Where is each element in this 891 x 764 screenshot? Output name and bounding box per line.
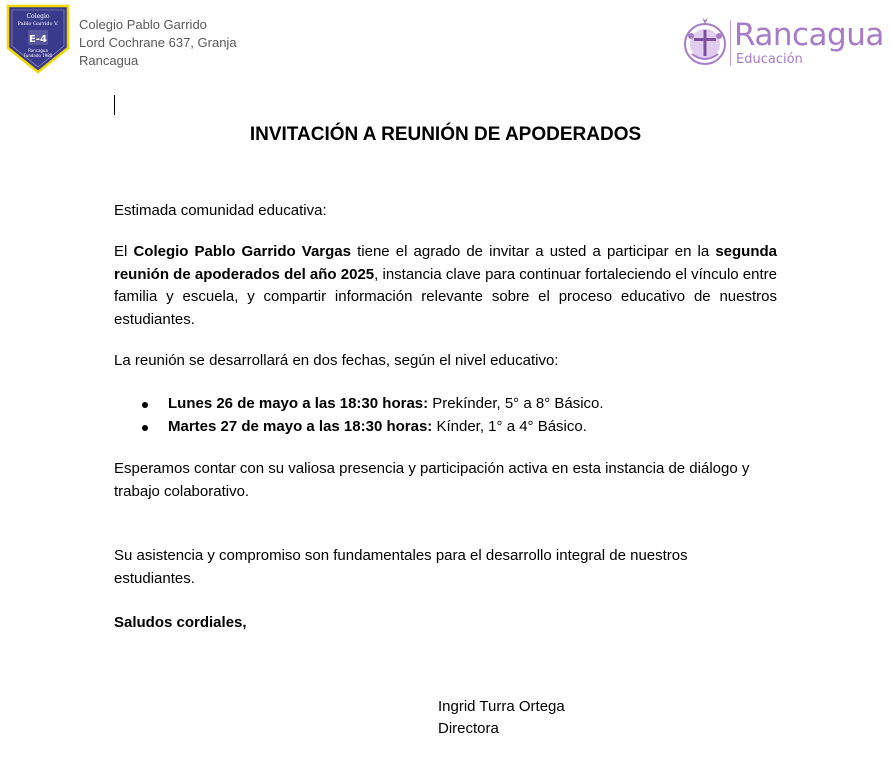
letterhead <box>0 0 891 80</box>
date-levels: Prekínder, 5° a 8° Básico. <box>428 395 604 412</box>
bullet-icon <box>142 402 148 408</box>
bullet-icon <box>142 425 148 431</box>
dates-list <box>114 393 777 438</box>
list-item <box>114 416 777 439</box>
brand-name: Rancagua <box>734 17 884 53</box>
municipal-seal-icon <box>682 14 728 70</box>
p1-intro: El <box>114 243 134 260</box>
crest-line3: Rancagua <box>28 48 48 53</box>
list-item <box>114 393 777 416</box>
rancagua-educacion-logo <box>682 14 882 72</box>
closing: Saludos cordiales, <box>114 614 247 631</box>
paragraph-dates-intro: La reunión se desarrollará en dos fechas, según el nivel educativo: <box>114 352 559 369</box>
date-label: Martes 27 de mayo a las 18:30 horas: <box>168 417 433 435</box>
crest-code: E-4 <box>29 34 47 45</box>
text-cursor <box>114 95 115 115</box>
brand-divider <box>730 20 731 66</box>
date-levels: Kínder, 1° a 4° Básico. <box>432 417 587 435</box>
date-label: Lunes 26 de mayo a las 18:30 horas: <box>168 395 429 412</box>
signer-name: Ingrid Turra Ortega <box>438 698 565 715</box>
school-crest-logo <box>6 4 70 74</box>
document-title: INVITACIÓN A REUNIÓN DE APODERADOS <box>249 124 642 145</box>
school-city: Rancagua <box>79 53 139 68</box>
crest-line2: Pablo Garrido V. <box>17 21 59 27</box>
paragraph-invitation <box>114 241 777 331</box>
school-name: Colegio Pablo Garrido <box>79 17 207 32</box>
p1-school-name: Colegio Pablo Garrido Vargas <box>133 243 351 260</box>
brand-subtitle: Educación <box>736 52 803 67</box>
crest-line1: Colegio <box>26 13 50 20</box>
school-info <box>79 16 237 70</box>
paragraph-expectation: Esperamos contar con su valiosa presencia y participación activa en esta instancia de diálogo y trabajo colaborativo. <box>114 460 750 500</box>
p1-meeting-name: segunda reunión de apoderados del año 2025 <box>114 243 777 283</box>
p1-rest: , instancia clave para continuar fortaleciendo el vínculo entre familia y escuela, y compartir información relevante sobre el proceso educativo de nuestros estudiantes. <box>114 265 777 328</box>
p1-invite: tiene el agrado de invitar a usted a participar en la <box>351 243 716 260</box>
greeting: Estimada comunidad educativa: <box>114 202 327 219</box>
school-address: Lord Cochrane 637, Granja <box>79 35 237 50</box>
signer-title: Directora <box>438 720 499 737</box>
crest-line4: Fundado 1980 <box>23 53 53 58</box>
paragraph-commitment: Su asistencia y compromiso son fundamentales para el desarrollo integral de nuestros estudiantes. <box>114 547 688 587</box>
